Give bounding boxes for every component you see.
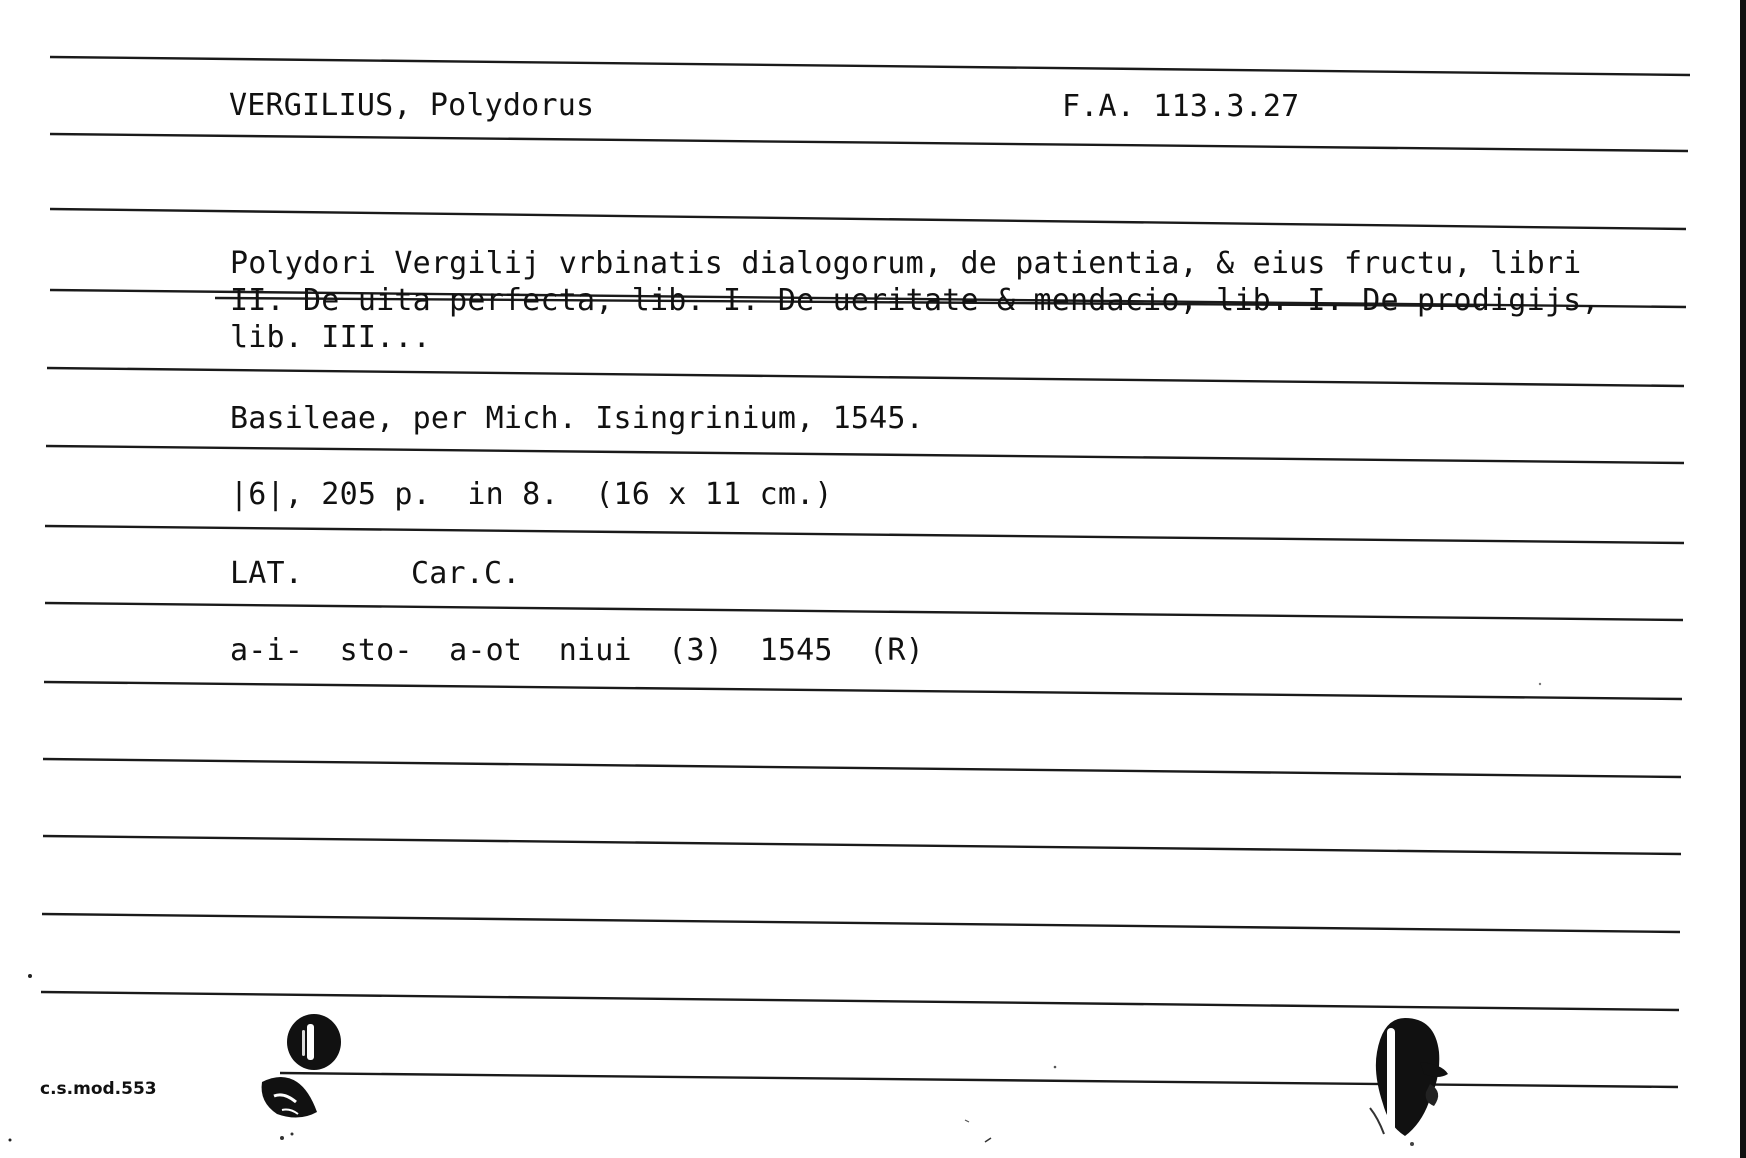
title-line-2: II. De uita perfecta, lib. I. De ueritate & mendacio, lib. I. De prodigijs, — [230, 283, 1600, 318]
language: LAT. — [230, 556, 304, 591]
title-line-1: Polydori Vergilij vrbinatis dialogorum, de patientia, & eius fructu, libri — [230, 246, 1582, 281]
collection: Car.C. — [411, 556, 521, 591]
fingerprint: a-i- sto- a-ot niui (3) 1545 (R) — [230, 633, 924, 668]
shelfmark: F.A. 113.3.27 — [1062, 89, 1300, 124]
punch-hole-right — [1350, 1010, 1460, 1150]
imprint: Basileae, per Mich. Isingrinium, 1545. — [230, 401, 924, 436]
form-code: c.s.mod.553 — [40, 1079, 157, 1099]
author-heading: VERGILIUS, Polydorus — [229, 88, 595, 123]
title-line-3: lib. III... — [230, 320, 431, 355]
collation: |6|, 205 p. in 8. (16 x 11 cm.) — [230, 477, 833, 512]
card-edge — [1740, 0, 1746, 1158]
punch-hole-left — [252, 1010, 347, 1150]
